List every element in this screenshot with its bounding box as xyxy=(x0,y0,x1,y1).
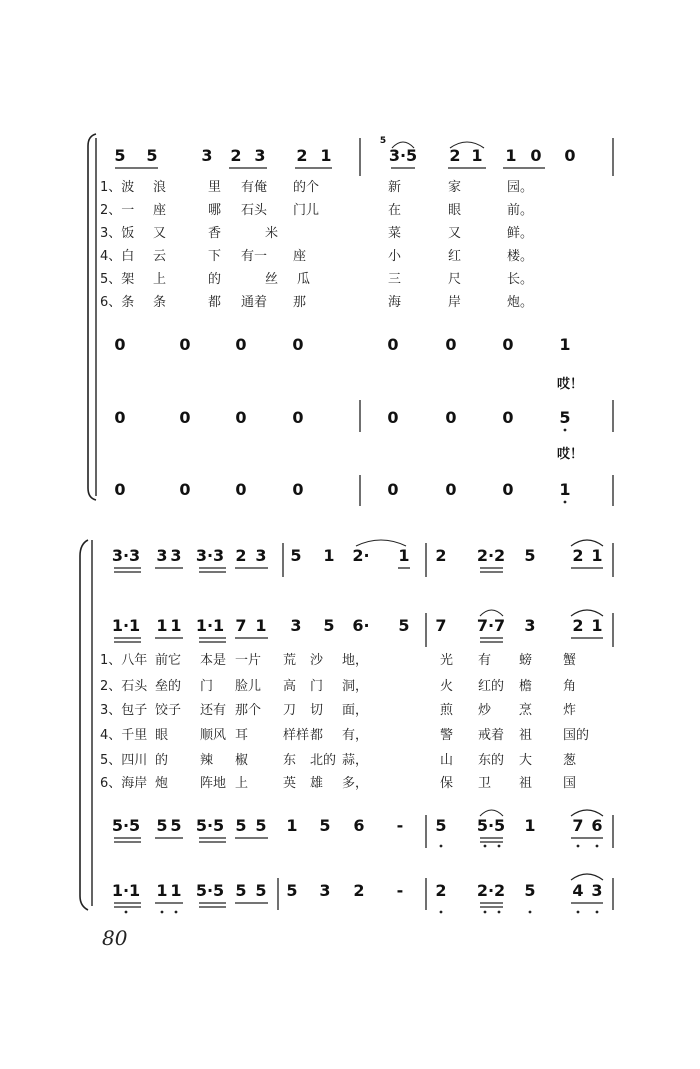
lyric-syllable: 葱 xyxy=(563,753,577,768)
lyric-syllable: 国 xyxy=(563,776,577,791)
slur xyxy=(571,874,603,880)
lyric-syllable: 有 xyxy=(478,653,492,668)
note: 5·5 xyxy=(111,816,141,835)
lyric-syllable: 浪 xyxy=(153,180,167,195)
note: 3 xyxy=(254,146,266,165)
lyric-syllable: 哎！ xyxy=(556,377,584,392)
note: 2 xyxy=(435,546,447,565)
note: 1 xyxy=(320,146,332,165)
note: 0 xyxy=(114,408,126,427)
lyric-syllable: 炮 xyxy=(155,776,169,791)
note: 5 xyxy=(524,881,536,900)
lyric-syllable: 岸 xyxy=(448,295,462,310)
lyric-syllable: 蟹 xyxy=(563,653,577,668)
lyric-syllable: 炒 xyxy=(478,703,492,718)
note: 5 xyxy=(323,616,335,635)
lower-octave-dot xyxy=(175,911,178,914)
note: 0 xyxy=(235,480,247,499)
note: 5·5 xyxy=(195,881,225,900)
lyric-syllable: 檐 xyxy=(519,679,533,694)
note: 0 xyxy=(502,408,514,427)
note: - xyxy=(396,816,404,835)
note: 0 xyxy=(292,335,304,354)
note: 1 xyxy=(170,616,182,635)
note: 2 xyxy=(449,146,461,165)
lyric-syllable: 2、一 xyxy=(100,203,135,218)
lower-octave-dot xyxy=(529,911,532,914)
lyric-syllable: 石头 xyxy=(241,203,268,218)
lyric-syllable: 刀 xyxy=(283,703,297,718)
lyric-syllable: 东 xyxy=(283,753,297,768)
lyric-syllable: 荒 xyxy=(283,653,297,668)
note: 2· xyxy=(352,546,370,565)
note: 5 xyxy=(235,881,247,900)
note: 7 xyxy=(435,616,447,635)
lyric-syllable: 菜 xyxy=(388,226,402,241)
note: 7·7 xyxy=(476,616,506,635)
lyric-syllable: 新 xyxy=(388,180,402,195)
lyric-syllable: 通着 xyxy=(241,295,268,310)
note: 1 xyxy=(156,616,168,635)
note: 0 xyxy=(292,408,304,427)
note: 0 xyxy=(530,146,542,165)
note: 0 xyxy=(387,335,399,354)
note: 4 xyxy=(572,881,584,900)
lyric-syllable: 长。 xyxy=(507,272,534,287)
lyric-syllable: 炸 xyxy=(563,703,577,718)
lyric-syllable: 在 xyxy=(388,203,402,218)
note: 0 xyxy=(179,335,191,354)
note: 1 xyxy=(170,881,182,900)
lyric-syllable: 上 xyxy=(153,272,167,287)
lyric-syllable: 上 xyxy=(235,776,249,791)
note: 3 xyxy=(290,616,302,635)
note: 2 xyxy=(435,881,447,900)
lyric-syllable: 尺 xyxy=(448,272,462,287)
lyric-syllable: 鲜。 xyxy=(507,226,534,241)
lyric-syllable: 3、包子 xyxy=(100,703,148,718)
lyric-syllable: 垒的 xyxy=(155,679,182,694)
note: 1 xyxy=(323,546,335,565)
note: 5 xyxy=(290,546,302,565)
lyric-syllable: 3、饭 xyxy=(100,226,135,241)
note: 5 xyxy=(524,546,536,565)
note: 5 xyxy=(255,881,267,900)
note: 1 xyxy=(591,616,603,635)
note: 3 xyxy=(201,146,213,165)
lyric-syllable: 山 xyxy=(440,753,454,768)
lyric-syllable: 1、八年 xyxy=(100,653,148,668)
lyric-syllable: 螃 xyxy=(519,653,533,668)
lyric-syllable: 有， xyxy=(342,728,369,743)
lyric-syllable: 都 xyxy=(208,295,222,310)
lyric-syllable: 米 xyxy=(265,226,279,241)
lyric-syllable: 顺风 xyxy=(200,728,227,743)
lyric-syllable: 辣 xyxy=(200,753,214,768)
note: 0 xyxy=(114,480,126,499)
lower-octave-dot xyxy=(596,911,599,914)
lyric-syllable: 国的 xyxy=(563,728,590,743)
lyric-syllable: 的 xyxy=(208,272,222,287)
note: 5 xyxy=(398,616,410,635)
lyric-syllable: 门儿 xyxy=(293,203,320,218)
lyric-syllable: 座 xyxy=(293,249,307,264)
lyric-syllable: 大 xyxy=(519,753,533,768)
lower-octave-dot xyxy=(484,845,487,848)
lyric-syllable: 5、架 xyxy=(100,272,135,287)
note: 1·1 xyxy=(111,881,141,900)
lyric-syllable: 戒着 xyxy=(478,728,505,743)
note: 0 xyxy=(235,408,247,427)
grace-note: 5 xyxy=(379,136,387,146)
lower-octave-dot xyxy=(577,911,580,914)
lower-octave-dot xyxy=(498,845,501,848)
lyric-syllable: 6、海岸 xyxy=(100,776,148,791)
page-number: 80 xyxy=(102,926,128,950)
note: 1 xyxy=(591,546,603,565)
lyric-syllable: 丝 xyxy=(265,272,279,287)
note: 1 xyxy=(255,616,267,635)
lyric-syllable: 5、四川 xyxy=(100,753,148,768)
note: 5 xyxy=(255,816,267,835)
note: 2 xyxy=(235,546,247,565)
lyric-syllable: 火 xyxy=(440,679,454,694)
lyric-syllable: 雄 xyxy=(310,776,324,791)
lyric-syllable: 高 xyxy=(283,679,297,694)
note: 0 xyxy=(179,480,191,499)
lyric-syllable: 下 xyxy=(208,249,222,264)
note: 3 xyxy=(156,546,168,565)
lyric-syllable: 祖 xyxy=(519,728,533,743)
lyric-syllable: 面， xyxy=(342,703,369,718)
lower-octave-dot xyxy=(440,845,443,848)
lyric-syllable: 香 xyxy=(208,226,222,241)
note: 3 xyxy=(524,616,536,635)
note: 5 xyxy=(286,881,298,900)
lyric-syllable: 有一 xyxy=(241,249,268,264)
note: 1·1 xyxy=(111,616,141,635)
note: 5 xyxy=(559,408,571,427)
lyric-syllable: 门 xyxy=(200,679,214,694)
note: 0 xyxy=(387,480,399,499)
lyric-syllable: 4、白 xyxy=(100,249,135,264)
lyric-syllable: 洞， xyxy=(342,679,369,694)
note: 0 xyxy=(564,146,576,165)
system2-bracket xyxy=(80,540,88,910)
lower-octave-dot xyxy=(125,911,128,914)
note: 3 xyxy=(591,881,603,900)
lower-octave-dot xyxy=(577,845,580,848)
lyric-syllable: 多， xyxy=(342,776,369,791)
lyric-syllable: 门 xyxy=(310,679,324,694)
lyric-syllable: 本是 xyxy=(200,653,227,668)
note: 2·2 xyxy=(476,546,506,565)
note: 7 xyxy=(235,616,247,635)
lyric-syllable: 地， xyxy=(342,653,369,668)
lyric-syllable: 6、条 xyxy=(100,295,135,310)
lyric-syllable: 祖 xyxy=(519,776,533,791)
note: 3·3 xyxy=(111,546,141,565)
note: 1 xyxy=(559,480,571,499)
lyric-syllable: 那 xyxy=(293,295,307,310)
lyric-syllable: 条 xyxy=(153,295,167,310)
lyric-syllable: 还有 xyxy=(200,703,227,718)
note: 2 xyxy=(230,146,242,165)
lyric-syllable: 三 xyxy=(388,272,402,287)
lyric-syllable: 瓜 xyxy=(297,272,311,287)
note: 0 xyxy=(502,335,514,354)
lyric-syllable: 云 xyxy=(153,249,167,264)
lyric-syllable: 里 xyxy=(208,180,222,195)
lyric-syllable: 海 xyxy=(388,295,402,310)
lyric-syllable: 东的 xyxy=(478,753,505,768)
note: 2·2 xyxy=(476,881,506,900)
lyric-syllable: 的个 xyxy=(293,180,320,195)
lower-octave-dot xyxy=(161,911,164,914)
note: 6 xyxy=(353,816,365,835)
lower-octave-dot xyxy=(484,911,487,914)
lyric-syllable: 楼。 xyxy=(507,249,534,264)
lyric-syllable: 哪 xyxy=(208,203,222,218)
system1-bracket xyxy=(88,134,96,500)
lyric-syllable: 园。 xyxy=(507,180,534,195)
lower-octave-dot xyxy=(440,911,443,914)
note: 5 xyxy=(435,816,447,835)
lower-octave-dot xyxy=(564,501,567,504)
lyric-syllable: 卫 xyxy=(478,776,492,791)
lyric-syllable: 的 xyxy=(155,753,169,768)
note: 5 xyxy=(235,816,247,835)
lyric-syllable: 眼 xyxy=(155,728,169,743)
lyric-syllable: 光 xyxy=(440,653,454,668)
note: 3 xyxy=(255,546,267,565)
lyric-syllable: 耳 xyxy=(235,728,249,743)
lyric-syllable: 脸儿 xyxy=(235,679,262,694)
note: 1 xyxy=(559,335,571,354)
lyric-syllable: 那个 xyxy=(235,703,262,718)
note: 6 xyxy=(591,816,603,835)
lyric-syllable: 蒜， xyxy=(342,753,369,768)
lyric-syllable: 煎 xyxy=(440,703,454,718)
lyric-syllable: 炮。 xyxy=(507,295,534,310)
lyric-syllable: 前它 xyxy=(155,653,182,668)
lower-octave-dot xyxy=(498,911,501,914)
note: 0 xyxy=(235,335,247,354)
lyric-syllable: 英 xyxy=(283,776,297,791)
note: 5 xyxy=(114,146,126,165)
lyric-syllable: 保 xyxy=(440,776,454,791)
lyric-syllable: 1、波 xyxy=(100,180,135,195)
note: 1 xyxy=(524,816,536,835)
lyric-syllable: 切 xyxy=(310,703,324,718)
note: 3 xyxy=(319,881,331,900)
lyric-syllable: 阵地 xyxy=(200,776,227,791)
lyric-syllable: 警 xyxy=(440,728,454,743)
lyric-syllable: 红的 xyxy=(478,679,505,694)
lyric-syllable: 红 xyxy=(448,249,462,264)
note: 1 xyxy=(505,146,517,165)
note: 1 xyxy=(286,816,298,835)
note: 1 xyxy=(156,881,168,900)
note: 5 xyxy=(170,816,182,835)
note: 0 xyxy=(445,480,457,499)
note: 0 xyxy=(387,408,399,427)
note: 0 xyxy=(445,335,457,354)
lyric-syllable: 沙 xyxy=(310,653,324,668)
lower-octave-dot xyxy=(596,845,599,848)
lyric-syllable: 家 xyxy=(448,180,462,195)
lyric-syllable: 眼 xyxy=(448,203,462,218)
note: - xyxy=(396,881,404,900)
lyric-syllable: 样样 xyxy=(283,728,310,743)
note: 7 xyxy=(572,816,584,835)
lyric-syllable: 2、石头 xyxy=(100,679,148,694)
lyric-syllable: 一片 xyxy=(235,653,262,668)
note: 0 xyxy=(114,335,126,354)
note: 1 xyxy=(398,546,410,565)
note: 0 xyxy=(502,480,514,499)
lyric-syllable: 北的 xyxy=(310,753,337,768)
lyric-syllable: 都 xyxy=(310,728,324,743)
note: 2 xyxy=(572,616,584,635)
lyric-syllable: 饺子 xyxy=(155,703,182,718)
lyric-syllable: 有俺 xyxy=(241,180,268,195)
note: 5 xyxy=(156,816,168,835)
note: 5 xyxy=(319,816,331,835)
note: 1 xyxy=(471,146,483,165)
note: 2 xyxy=(572,546,584,565)
note: 3·5 xyxy=(388,146,418,165)
note: 0 xyxy=(179,408,191,427)
note: 0 xyxy=(445,408,457,427)
lyric-syllable: 座 xyxy=(153,203,167,218)
lyric-syllable: 烹 xyxy=(519,703,533,718)
note: 5·5 xyxy=(476,816,506,835)
lower-octave-dot xyxy=(564,429,567,432)
note: 6· xyxy=(352,616,370,635)
lyric-syllable: 又 xyxy=(153,226,167,241)
lyric-syllable: 角 xyxy=(563,679,577,694)
note: 5 xyxy=(146,146,158,165)
note: 1·1 xyxy=(195,616,225,635)
lyric-syllable: 又 xyxy=(448,226,462,241)
note: 2 xyxy=(353,881,365,900)
note: 3 xyxy=(170,546,182,565)
note: 0 xyxy=(292,480,304,499)
note: 2 xyxy=(296,146,308,165)
lyric-syllable: 哎！ xyxy=(556,447,584,462)
lyric-syllable: 4、千里 xyxy=(100,728,148,743)
lyric-syllable: 前。 xyxy=(507,203,534,218)
note: 5·5 xyxy=(195,816,225,835)
lyric-syllable: 椒 xyxy=(235,753,249,768)
lyric-syllable: 小 xyxy=(388,249,402,264)
note: 3·3 xyxy=(195,546,225,565)
